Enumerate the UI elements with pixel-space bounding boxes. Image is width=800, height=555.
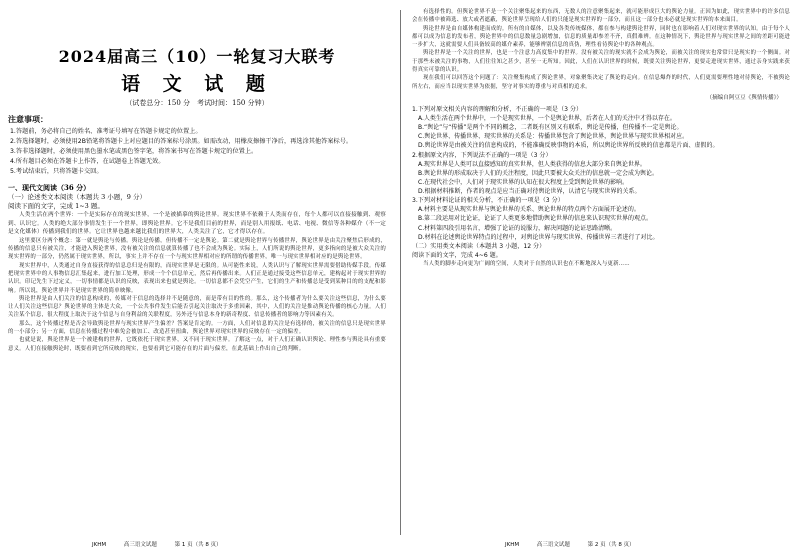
question-option: A.材料主要是从现实世界与舆论世界的关系、舆论世界的特点两个方面展开论述的。 bbox=[418, 206, 640, 214]
footer-subject: 高三语文试题 bbox=[536, 542, 570, 548]
passage-paragraph: 这里要区分两个概念：第一就是舆论与传播。舆论是传播，但传播不一定是舆论。第二就是舆论世界与传播世界，舆论世界是由关注聚焦后形成的，传播的信息只有被关注，才能进入舆论世界，没有被关注的信息就算传播了也不会成为舆论。实际上，人们所说的舆论世界，更多指向的是被大众关注的现实世界的一部分，仍然属于现实世界，所以，事实上并不存在一个与现实世界相对应的所谓的传播世界，唯一与现实世界相对应的是舆论世界。 bbox=[8, 237, 386, 261]
question-stem: 1.下列对原文相关内容的理解和分析，不正确的一项是（3 分） bbox=[412, 105, 583, 113]
passage-paragraph: 有选择性的。但舆论世界不是一个关注聚集起来的东西，无数人的注意聚集起来，就可能形成巨大的舆论力量。正因为如此，现实世界中的许多信息会在传播中被筛选、放大或者遮蔽，舆论世界呈现给人们的只能是现实世界的一部分，而且这一部分也未必就是现实世界的本来面目。 bbox=[412, 9, 790, 24]
notice-item: 3.答非选择题时，必须使用黑色墨水笔或黑色签字笔，将答案书写在答题卡规定的位置上。 bbox=[10, 148, 258, 155]
passage-source: （摘编自阿豆豆《舆情传播》） bbox=[706, 94, 782, 101]
question-option: D.舆论世界是由被关注的信息构成的，不能准确反映事物的本质，所以舆论世界所反映的信息都是片面、虚假的。 bbox=[418, 142, 719, 150]
section-instruction: 阅读下面的文字，完成 4~6 题。 bbox=[412, 251, 502, 259]
passage-paragraph: 舆论世界是由自媒体构建而成的。所有的自媒体，以及各类传统媒体，都在参与构建舆论世界，同时也在影响着人们对现实世界的认知。由于每个人都可以成为信息的发布者，舆论世界中的信息数量急剧增加，信息的质量却参差不齐，真假难辨。在这种情况下，舆论世界与现实世界之间的差距可能进一步扩大，这就需要人们具备较高的媒介素养，能够辨别信息的真伪，理性看待舆论中的各种观点。 bbox=[412, 25, 790, 49]
passage-paragraph: 现实世界中，人类通过自身直接获得的信息总归是有限的，而现实世界是无限的。从可能性来说，人类认识与了解现实世界需要借助传媒手段。传媒把现实世界中的人事物信息汇集起来，进行加工处理，形成一个个信息单元，然后再传播出来。人们正是通过接受这些信息单元，建构起对于现实世界的认识。印记先生下过定义，一切事情都是认识的反映，表现出来也就是舆论。一切信息都不会凭空产生，它们的生产和传播总是受到某种目的的支配和影响。所以说，舆论世界并不是现实世界的简单映像。 bbox=[8, 262, 386, 294]
section-part: （二）实用类文本阅读（本题共 3 小题，12 分） bbox=[412, 242, 546, 250]
section-instruction: 阅读下面的文字，完成 1~3 题。 bbox=[8, 202, 104, 210]
notice-heading: 注意事项： bbox=[8, 114, 48, 124]
notice-item: 4.所有题目必须在答题卡上作答，在试题卷上答题无效。 bbox=[10, 158, 165, 165]
question-stem: 2.根据原文内容，下列说法不正确的一项是（3 分） bbox=[412, 151, 552, 159]
question-option: D.根据材料推断，作者的观点是应当正确对待舆论世界，认清它与现实世界的关系。 bbox=[418, 188, 641, 196]
question-option: D.材料在论述舆论世界特点的过程中，对舆论世界与现实世界、传播世界三者进行了对比。 bbox=[418, 233, 659, 241]
page-footer-right bbox=[505, 540, 651, 548]
question-option: B.第二段运用对比论证，论证了人类更多地借助舆论世界的信息来认识现实世界的观点。 bbox=[418, 215, 653, 223]
footer-code: JKHM bbox=[92, 542, 107, 548]
question-option: A.人类生活在两个世界中，一个是现实世界，一个是舆论世界，后者在人们的关注中才得以存在。 bbox=[418, 115, 676, 123]
exam-meta: （试卷总分：150 分 考试时间：150 分钟） bbox=[125, 99, 269, 107]
question-option: A.现实世界是人类可以直接感知的真实世界，但人类获得的信息大部分来自舆论世界。 bbox=[418, 160, 646, 168]
question-option: C.材料第四段引用名言，增强了论证的说服力，解决问题的论证思路清晰。 bbox=[418, 224, 617, 232]
question-option: C.舆论世界、传播世界、现实世界的关系是：传播世界包含了舆论世界，舆论世界与现实世界相对应。 bbox=[418, 133, 689, 141]
question-stem: 3.下列对材料论证的相关分析，不正确的一项是（3 分） bbox=[412, 197, 564, 205]
passage-paragraph: 人类生活在两个世界：一个是实际存在的现实世界，一个是被描摹的舆论世界。现实世界不依赖于人类而存在，每个人都可以直接接触到、观察到、认识它。人类的绝大部分事情发生于一个世界，即舆论世界。它不是我们目前的世界，而是别人用报纸、电话、电视、微信等各种媒介（不一定是文化媒体）传播到我们的世界。它让世界也越来越比我们的世界大，人类关注了它，它才得以存在。 bbox=[8, 212, 386, 236]
footer-code: JKHM bbox=[505, 542, 520, 548]
passage-paragraph: 也就是说，舆论世界是一个被建构的世界，它既依托于现实世界，又不同于现实世界。了解这一点，对于人们正确认识舆论、理性参与舆论具有重要意义。人们在接触舆论时，既要看到它所反映的现实，也要看到它可能存在的片面与偏差，在此基础上作出自己的判断。 bbox=[8, 337, 386, 352]
section-part: （一）论述类文本阅读（本题共 3 小题，9 分） bbox=[8, 193, 146, 201]
right-column bbox=[412, 8, 790, 538]
section-title: 一、现代文阅读（36 分） bbox=[8, 183, 91, 192]
footer-page: 第 1 页（共 8 页） bbox=[174, 542, 222, 548]
passage-paragraph: 当人类的脚步走向更为广阔的空间，人类对于自然的认识也在不断地深入与更新…… bbox=[423, 261, 630, 268]
passage-paragraph: 舆论世界是一个关注的世界，也是一个注意力高度集中的世界。没有被关注的现实就不会成为舆论，而被关注的现实也常常只是现实的一个侧面。对于那些未被关注的事物，人们往往知之甚少，甚至一无所知。因此，人们在认识世界的时候，既要关注舆论世界，更要走进现实世界，通过亲身实践来获得真实可靠的认识。 bbox=[412, 50, 790, 74]
column-divider bbox=[400, 10, 401, 535]
page-footer-left bbox=[92, 540, 238, 548]
passage-paragraph: 舆论世界是由人们关注的信息构成的，传媒对于信息的选择并不是随意的，而是带有目的性的。那么，这个传播者为什么要关注这些信息，为什么要让人们关注这些信息？舆论世界的主体是大众，一个公共事件发生后能否引起关注取决于多重因素，其中，人们的关注是推动舆论传播的核心力量。人们关注某个信息，很大程度上取决于这个信息与自身利益的关联程度，另外还与信息本身的新奇程度、信息传播者的影响力等因素有关。 bbox=[8, 295, 386, 319]
footer-page: 第 2 页（共 8 页） bbox=[587, 542, 635, 548]
notice-item: 2.答选择题时，必须使用2B铅笔将答题卡上对应题目的答案标号涂黑。如需改动，用橡皮擦擦干净后，再选涂其他答案标号。 bbox=[10, 138, 353, 145]
question-option: C.在现代社会中，人们对于现实世界的认知在很大程度上受到舆论世界的影响。 bbox=[418, 178, 629, 186]
footer-subject: 高三语文试题 bbox=[123, 542, 157, 548]
notice-item: 1.答题前，务必将自己的姓名、准考证号填写在答题卡规定的位置上。 bbox=[10, 128, 202, 135]
left-column bbox=[8, 8, 386, 538]
passage-paragraph: 那么，这个传播过程是否会导致舆论世界与现实世界产生偏差？答案是肯定的。一方面，人们对信息的关注是有选择的，被关注的信息只是现实世界的一小部分；另一方面，信息在传播过程中难免会被加工、改造甚至扭曲，舆论世界对现实世界的反映存在一定的偏差。 bbox=[8, 320, 386, 336]
question-option: B.“舆论”与“传播”是两个不同的概念，二者既有区别又有联系，舆论是传播，但传播不一定是舆论。 bbox=[418, 124, 683, 132]
notice-item: 5.考试结束后，只将答题卡交回。 bbox=[10, 168, 103, 175]
exam-title: 2024届高三（10）一轮复习大联考 bbox=[58, 47, 336, 66]
question-option: B.舆论世界的形成取决于人们的关注程度，因此只要被大众关注的信息就一定会成为舆论。 bbox=[418, 169, 659, 177]
passage-paragraph: 现在我们可以回答这个问题了：关注聚集构成了舆论世界，对象聚集决定了舆论的走向。在信息爆炸的时代，人们更需要理性地对待舆论，不被舆论所左右，而应当以现实世界为依据，坚守对事实的尊重与对真相的追求。 bbox=[412, 75, 790, 90]
exam-subject: 语 文 试 题 bbox=[121, 73, 273, 95]
